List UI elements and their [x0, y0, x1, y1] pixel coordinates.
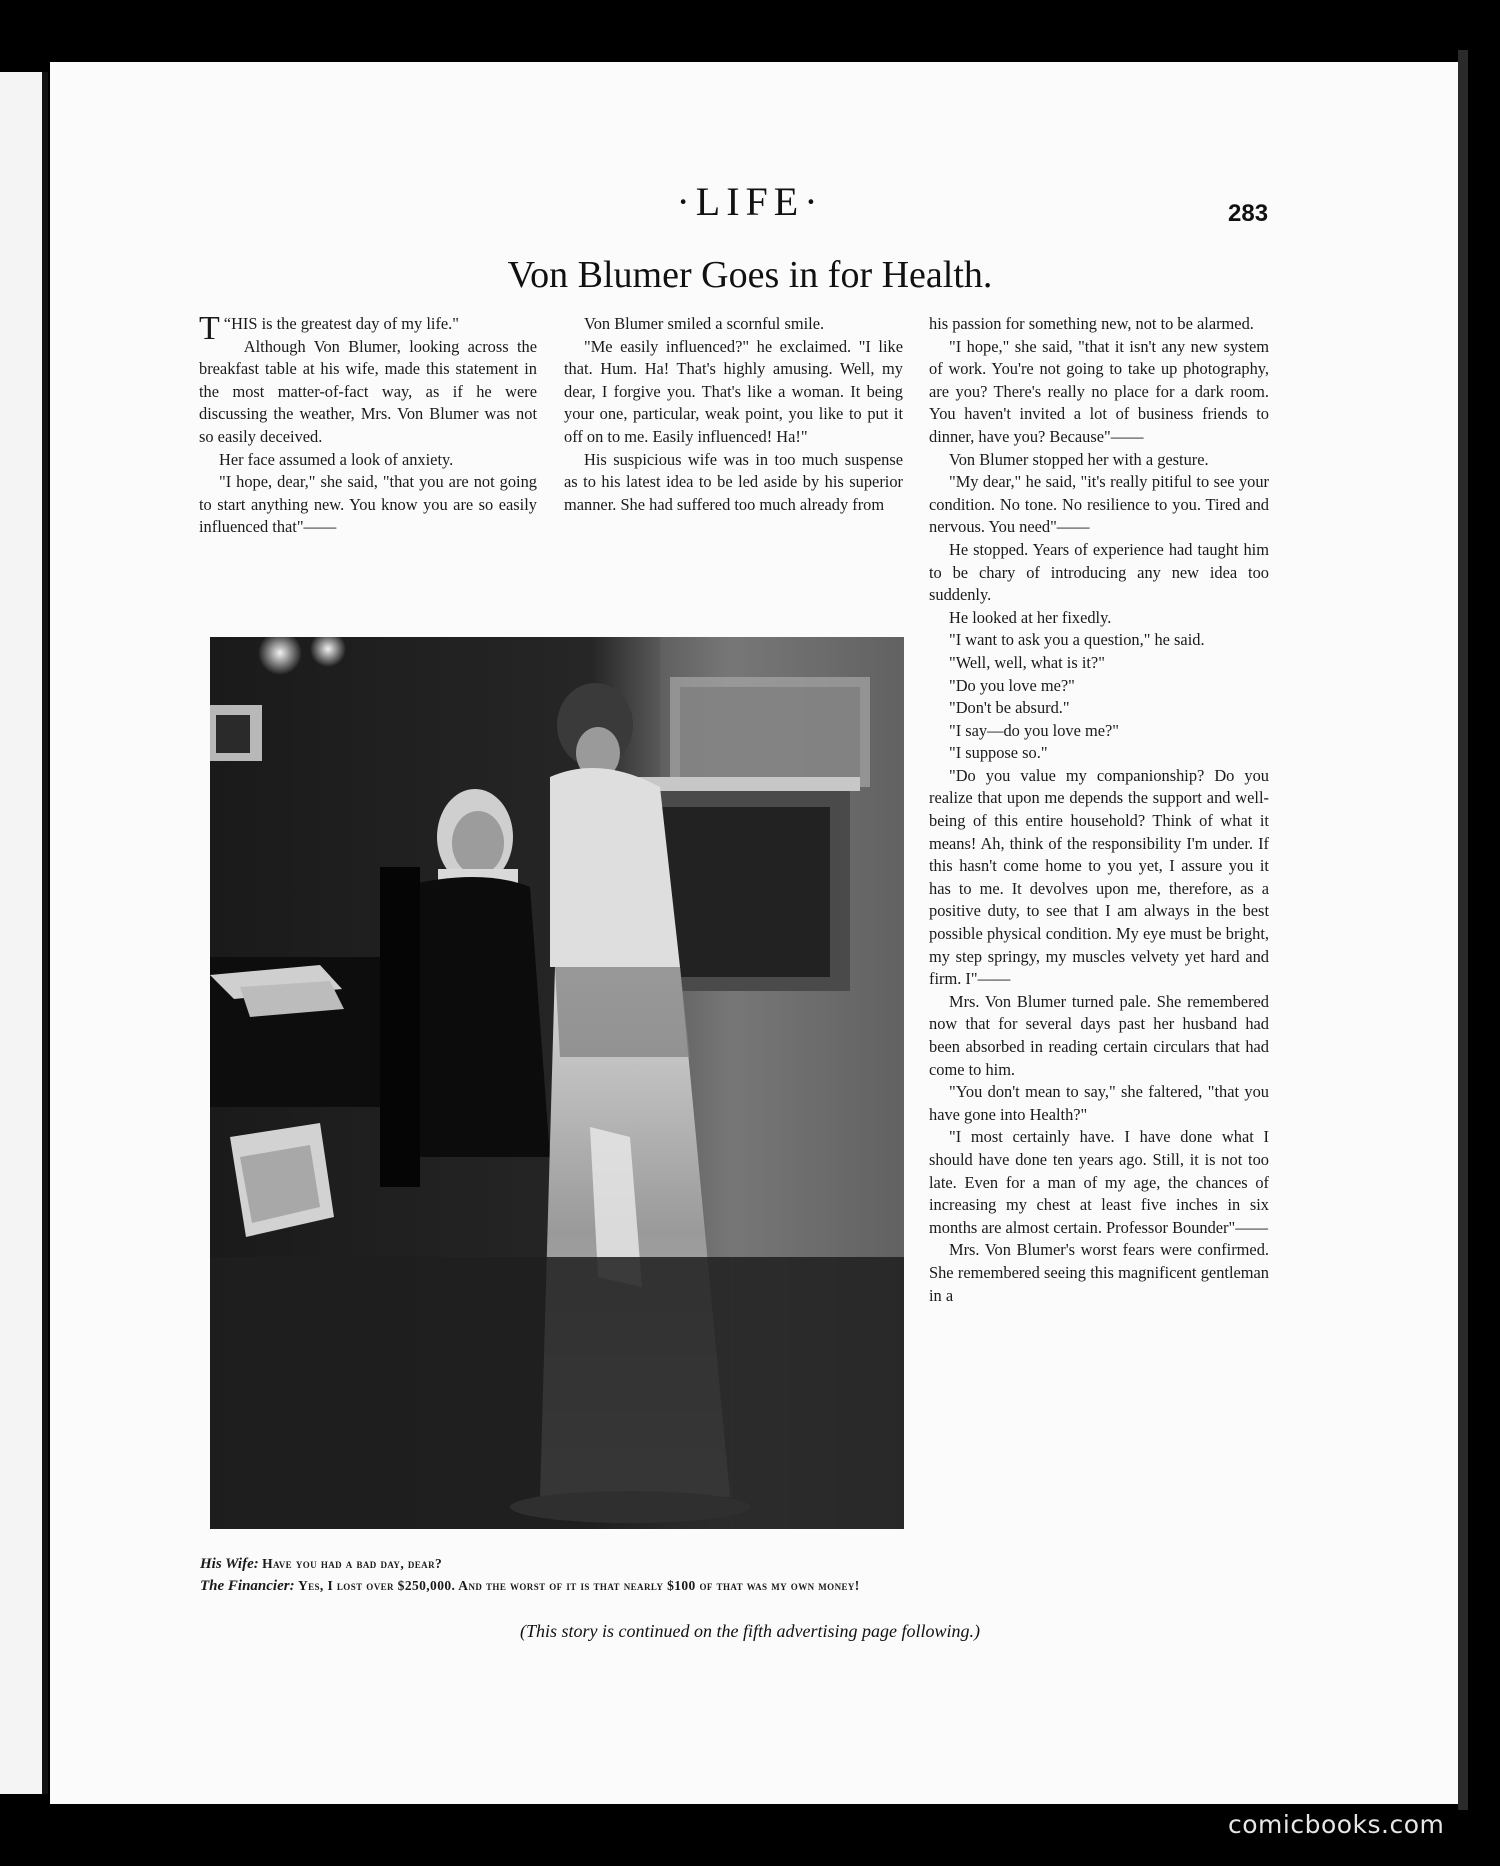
caption-line-wife	[200, 1553, 905, 1575]
paragraph: "I want to ask you a question," he said.	[949, 630, 1205, 650]
paragraph: He stopped. Years of experience had taught him to be chary of introducing any new idea too suddenly.	[929, 539, 1269, 605]
paragraph: "I say—do you love me?"	[949, 720, 1119, 740]
paragraph: “ T HIS is the greatest day of my life."	[199, 310, 459, 347]
paragraph: his passion for something new, not to be alarmed.	[929, 314, 1254, 333]
paragraph: He looked at her fixedly.	[949, 607, 1112, 627]
paragraph: "I hope, dear," she said, "that you are not going to start anything new. You know you are so easily influenced that"——	[199, 472, 537, 537]
paragraph: "Well, well, what is it?"	[949, 652, 1105, 672]
illustration-caption	[200, 1553, 905, 1597]
caption-line-financier	[200, 1575, 905, 1597]
dialogue-text: Yes, I lost over $250,000. And the worst of it is that nearly $100 of that was my own money!	[297, 1578, 860, 1593]
page-edge-shadow	[1458, 50, 1468, 1810]
page-number: 283	[1228, 200, 1269, 227]
drop-cap: T	[199, 310, 220, 347]
paragraph: "I hope," she said, "that it isn't any new system of work. You're not going to take up photography, are you? There's really no place for a dark room. You haven't invited a lot of business friends to dinner, have you? Because"——	[929, 336, 1269, 446]
paragraph: Von Blumer smiled a scornful smile.	[584, 314, 825, 333]
paragraph: Von Blumer stopped her with a gesture.	[949, 449, 1209, 469]
paragraph: Although Von Blumer, looking across the breakfast table at his wife, made this statement in the most matter-of-fact way, as if he were discussing the weather, Mrs. Von Blumer was not so easily deceived.	[199, 336, 537, 446]
paragraph: Her face assumed a look of anxiety.	[219, 449, 454, 469]
article-column-2	[564, 313, 903, 516]
speaker-label: His Wife:	[200, 1556, 259, 1572]
masthead: ·LIFE·	[676, 179, 824, 224]
paragraph: "Do you love me?"	[949, 675, 1075, 695]
watermark: comicbooks.com	[1228, 1810, 1445, 1839]
article-column-3	[929, 313, 1269, 1307]
article-headline: Von Blumer Goes in for Health.	[507, 254, 993, 296]
paragraph: Mrs. Von Blumer's worst fears were confirmed. She remembered seeing this magnificent gentleman in a	[929, 1240, 1269, 1305]
paragraph: "I suppose so."	[949, 743, 1048, 763]
illustration-drawing	[210, 637, 904, 1529]
paragraph: Mrs. Von Blumer turned pale. She remembered now that for several days past her husband had been absorbed in reading certain circulars that had come to him.	[929, 991, 1269, 1079]
adjacent-page-edge	[0, 72, 48, 1794]
article-column-1	[199, 310, 537, 539]
dialogue-text: Have you had a bad day, dear?	[262, 1556, 443, 1571]
speaker-label: The Financier:	[200, 1578, 295, 1594]
paragraph: "My dear," he said, "it's really pitiful to see your condition. No tone. No resilience to you. Tired and nervous. You need"——	[929, 472, 1269, 537]
paragraph: "Me easily influenced?" he exclaimed. "I like that. Hum. Ha! That's highly amusing. Well, my dear, I forgive you. That's like a woman. It being your one, particular, weak point, you like to put it off on to me. Easily influenced! Ha!"	[564, 336, 903, 446]
paragraph: His suspicious wife was in too much suspense as to his latest idea to be led aside by his superior manner. She had suffered too much already from	[564, 449, 903, 514]
illustration-financier-and-wife	[210, 637, 904, 1529]
paragraph: "I most certainly have. I have done what I should have done ten years ago. Still, it is not too late. Even for a man of my age, the chances of increasing my chest at least five inches in six months are almost certain. Professor Bounder"——	[929, 1127, 1269, 1237]
paragraph: "Don't be absurd."	[949, 698, 1070, 718]
paragraph: "You don't mean to say," she faltered, "that you have gone into Health?"	[929, 1082, 1269, 1124]
paragraph: "Do you value my companionship? Do you realize that upon me depends the support and well-being of this entire household? Think of what it means! Ah, think of the responsibility I'm under. If this hasn't come home to you yet, I assure you it has to me. It devolves upon me, therefore, as a positive duty, to see that I am always in the best possible physical condition. My eye must be bright, my step springy, my muscles velvety yet hard and firm. I"——	[929, 765, 1269, 989]
continuation-note: (This story is continued on the fifth advertising page following.)	[520, 1621, 980, 1641]
